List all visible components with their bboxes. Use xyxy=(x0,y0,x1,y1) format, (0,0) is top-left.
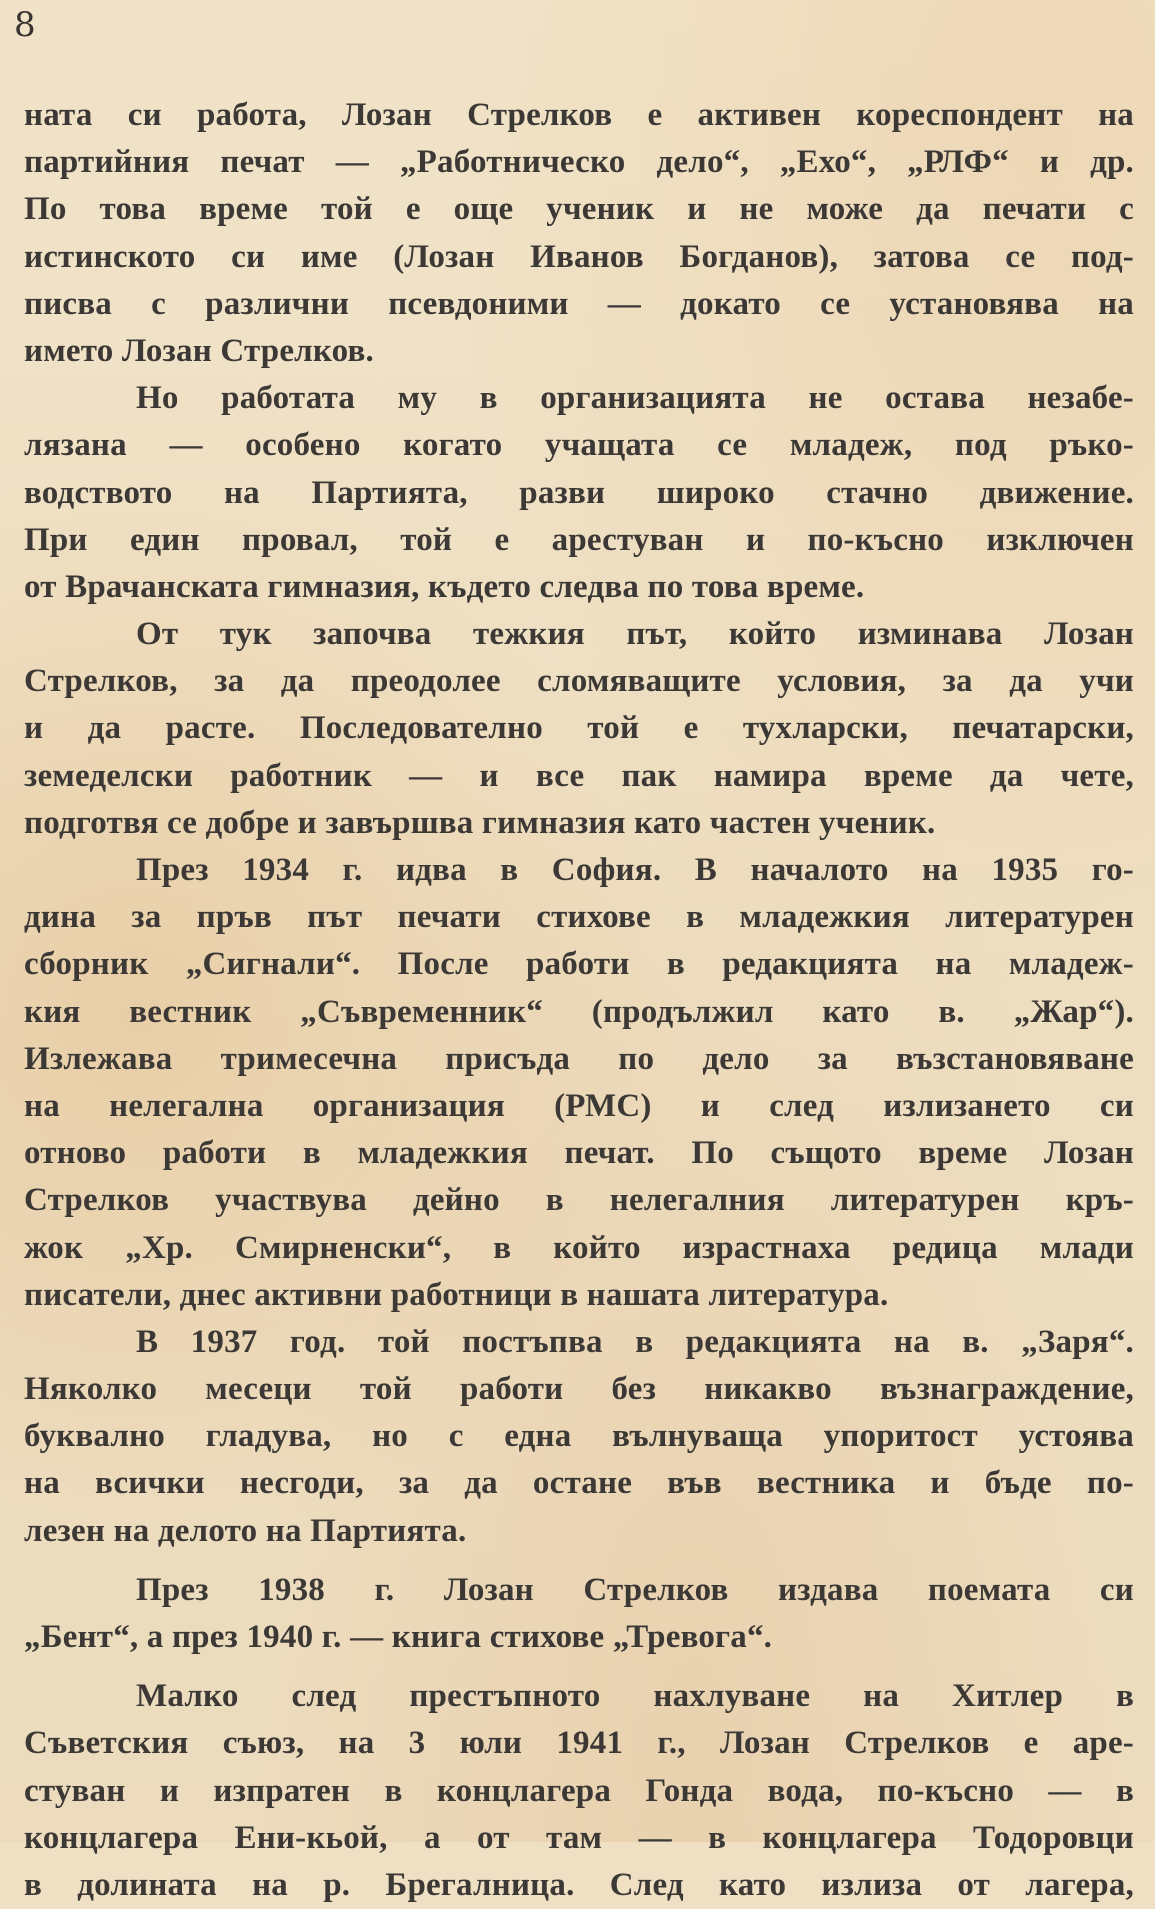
text-line: Стрелков, за да преодолее сломяващите условия, за да учи xyxy=(24,663,1134,700)
text-line: сборник „Сигнали“. После работи в редакцията на младеж- xyxy=(24,946,1134,983)
text-line: името Лозан Стрелков. xyxy=(24,332,375,369)
text-line: От тук започва тежкия път, който изминава Лозан xyxy=(136,616,1134,653)
paragraph-gap xyxy=(24,1661,1134,1673)
text-line: истинското си име (Лозан Иванов Богданов), затова се под- xyxy=(24,238,1134,275)
text-line: на всички несгоди, за да остане във вестника и бъде по- xyxy=(24,1465,1134,1502)
text-line: Няколко месеци той работи без никакво възнаграждение, xyxy=(24,1371,1134,1408)
paragraph-gap xyxy=(24,1555,1134,1567)
text-line: През 1938 г. Лозан Стрелков издава поемата си xyxy=(136,1571,1134,1608)
text-line: партийния печат — „Работническо дело“, „Ехо“, „РЛФ“ и др. xyxy=(24,144,1134,181)
text-line: писатели, днес активни работници в нашата литература. xyxy=(24,1276,889,1313)
text-line: Излежава тримесечна присъда по дело за възстановяване xyxy=(24,1040,1134,1077)
page-number: 8 xyxy=(14,5,36,45)
text-line: писва с различни псевдоними — докато се установява на xyxy=(24,285,1134,322)
text-line: лязана — особено когато учащата се младеж, под ръко- xyxy=(24,427,1134,464)
text-line: По това време той е още ученик и не може да печати с xyxy=(24,191,1134,228)
text-line: на нелегална организация (РМС) и след излизането си xyxy=(24,1087,1134,1124)
text-line: стуван и изпратен в концлагера Гонда вода, по-късно — в xyxy=(24,1772,1134,1809)
text-line: дина за пръв път печати стихове в младежкия литературен xyxy=(24,899,1134,936)
text-line: земеделски работник — и все пак намира време да чете, xyxy=(24,757,1134,794)
text-line: Малко след престъпното нахлуване на Хитлер в xyxy=(136,1678,1134,1715)
text-line: В 1937 год. той постъпва в редакцията на в. „Заря“. xyxy=(136,1323,1134,1360)
text-line: лезен на делото на Партията. xyxy=(24,1512,467,1549)
text-line: в долината на р. Брегалница. След като излиза от лагера, xyxy=(24,1866,1134,1903)
body-text xyxy=(24,92,1134,1909)
text-line: концлагера Ени-кьой, а от там — в концлагера Тодоровци xyxy=(24,1819,1134,1856)
text-line: Стрелков участвува дейно в нелегалния литературен кръ- xyxy=(24,1182,1134,1219)
text-line: отново работи в младежкия печат. По същото време Лозан xyxy=(24,1135,1134,1172)
text-line: кия вестник „Съвременник“ (продължил като в. „Жар“). xyxy=(24,993,1134,1030)
text-line: от Врачанската гимназия, където следва по това време. xyxy=(24,568,865,605)
text-line: Но работата му в организацията не остава незабе- xyxy=(136,380,1134,417)
text-line: Съветския съюз, на 3 юли 1941 г., Лозан Стрелков е аре- xyxy=(24,1725,1134,1762)
text-line: и да расте. Последователно той е тухларски, печатарски, xyxy=(24,710,1134,747)
text-line: жок „Хр. Смирненски“, в който израстнаха редица млади xyxy=(24,1229,1134,1266)
text-line: буквално гладува, но с една вълнуваща упоритост устоява xyxy=(24,1418,1134,1455)
text-line: През 1934 г. идва в София. В началото на 1935 го- xyxy=(136,852,1134,888)
text-line: водството на Партията, разви широко стачно движение. xyxy=(24,474,1134,511)
text-line: ната си работа, Лозан Стрелков е активен кореспондент на xyxy=(24,97,1134,133)
text-line: При един провал, той е арестуван и по-късно изключен xyxy=(24,521,1134,558)
text-line: подготвя се добре и завършва гимназия като частен ученик. xyxy=(24,804,936,841)
text-line: „Бент“, а през 1940 г. — книга стихове „Тревога“. xyxy=(24,1619,773,1655)
